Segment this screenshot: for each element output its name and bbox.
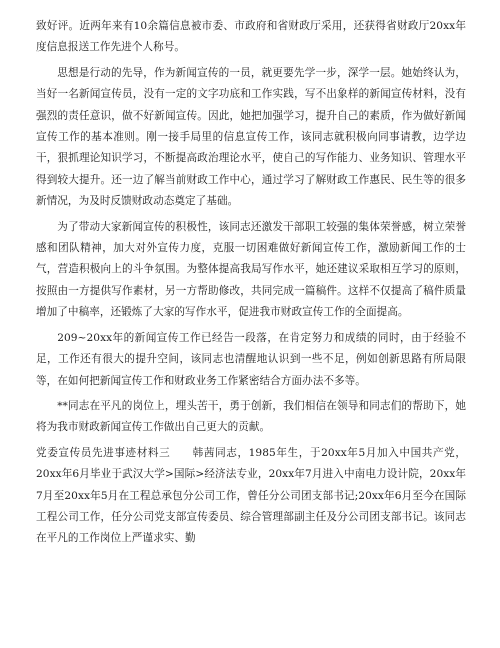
- paragraph-3: 为了带动大家新闻宣传的积极性，该同志还激发干部职工较强的集体荣誉感，树立荣誉感和团队精神，加大对外宣传力度，克服一切困难做好新闻宣传工作，激励新闻工作的士气，营造积极向上的斗争氛围。为整体提高我局写作水平，她还建议采取相互学习的原则，按照由一方提供写作素材，另一方帮助修改，共同完成一篇稿件。这样不仅提高了稿件质量增加了中稿率，还锻炼了大家的写作水平，促进我市财政宣传工作的全面提高。: [36, 220, 466, 319]
- paragraph-6: 党委宣传员先进事迹材料三 韩茜同志，1985年生，于20xx年5月加入中国共产党，20xx年6月毕业于武汉大学>国际>经济法专业，20xx年7月进入中南电力设计院，20xx年7月至20xx年5月在工程总承包分公司工作，曾任分公司团支部书记;20xx年6月至今在国际工程公司工作，任分公司党支部宣传委员、综合管理部副主任及分公司团支部书记。该同志在平凡的工作岗位上严谨求实、勤: [36, 446, 466, 545]
- paragraph-4: 209~20xx年的新闻宣传工作已经告一段落，在肯定努力和成绩的同时，由于经验不足，工作还有很大的提升空间，该同志也清醒地认识到一些不足，例如创新思路有所局限等，在如何把新闻宣传工作和财政业务工作紧密结合方面办法不多等。: [36, 331, 466, 387]
- paragraph-1: 致好评。近两年来有10余篇信息被市委、市政府和省财政厅采用，还获得省财政厅20xx年度信息报送工作先进个人称号。: [36, 20, 466, 54]
- paragraph-2: 思想是行动的先导，作为新闻宣传的一员，就更要先学一步，深学一层。她始终认为，当好一名新闻宣传员，没有一定的文字功底和工作实践，写不出象样的新闻宣传材料，没有强烈的责任意识，做不好新闻宣传。因此，她把加强学习，提升自己的素质，作为做好新闻宣传工作的基本准则。刚一接手局里的信息宣传工作，该同志就积极向同事请教，边学边干，狠抓理论知识学习，不断提高政治理论水平，使自己的写作能力、业务知识、管理水平得到较大提升。还一边了解当前财政工作中心，通过学习了解财政工作惠民、民生等的很多新情况，为及时反馈财政动态奠定了基础。: [36, 66, 466, 208]
- paragraph-5: **同志在平凡的岗位上，埋头苦干，勇于创新，我们相信在领导和同志们的帮助下，她将为我市财政新闻宣传工作做出自己更大的贡献。: [36, 399, 466, 434]
